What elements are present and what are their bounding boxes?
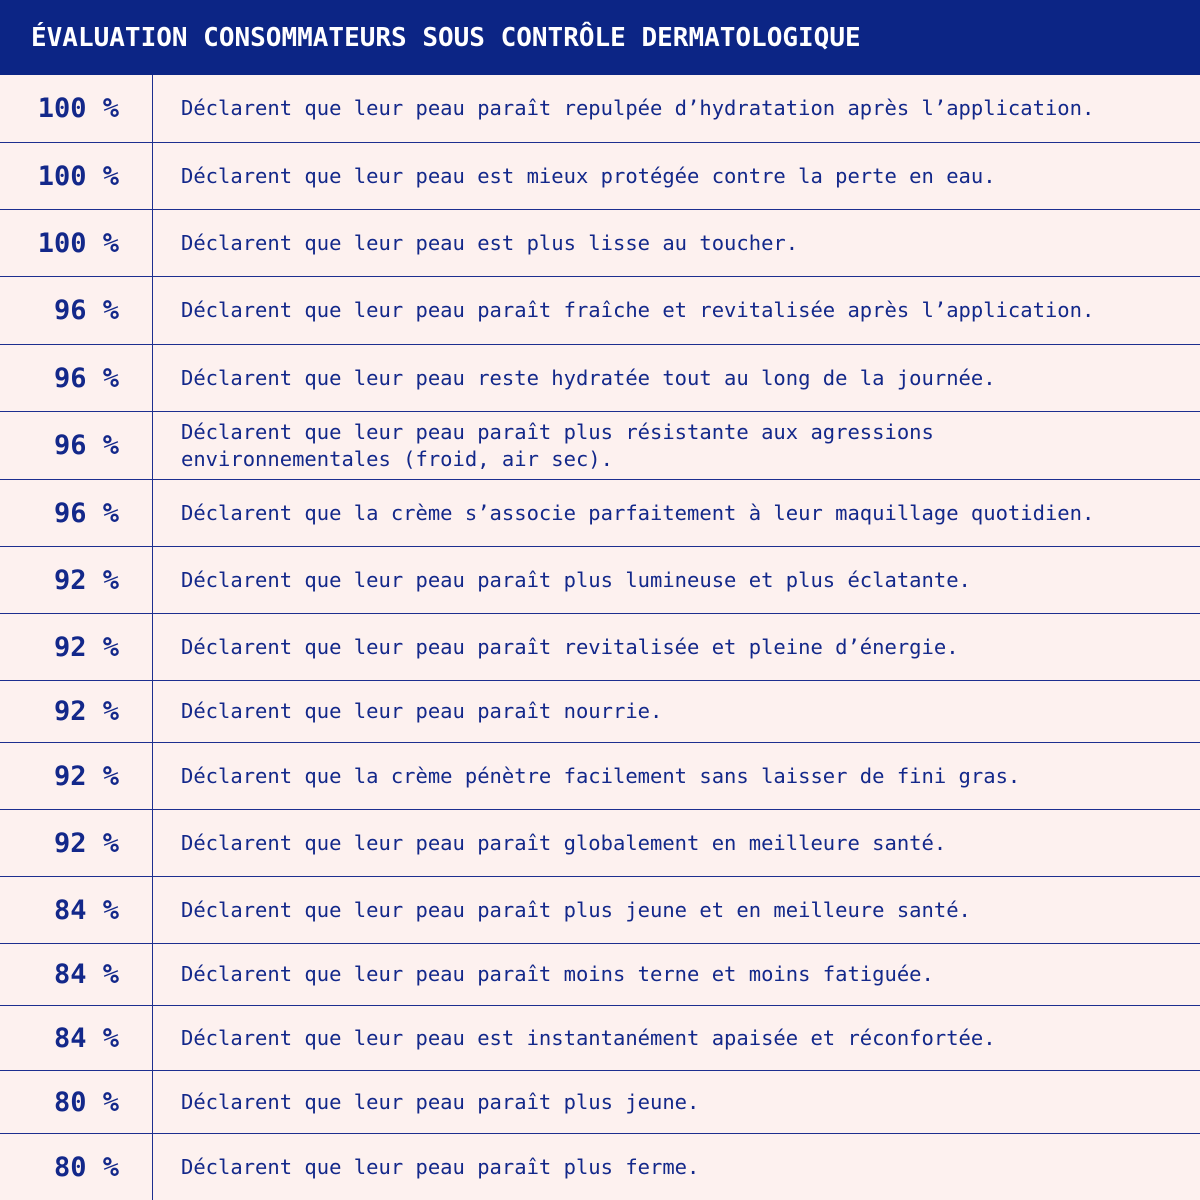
percent-cell: 100 % [0,75,153,142]
percent-cell: 96 % [0,277,153,344]
statement-cell: Déclarent que leur peau paraît plus jeune et en meilleure santé. [181,897,971,922]
table-row [0,277,1200,345]
table-row [0,412,1200,480]
table-row [0,75,1200,143]
statement-cell: Déclarent que leur peau est instantanément apaisée et réconfortée. [181,1025,996,1050]
statement-cell: Déclarent que la crème pénètre facilement sans laisser de fini gras. [181,763,1021,788]
percent-cell: 80 % [0,1134,153,1200]
statement-cell: Déclarent que leur peau paraît revitalisée et pleine d’énergie. [181,634,959,659]
percent-cell: 92 % [0,810,153,876]
percent-cell: 80 % [0,1071,153,1133]
statement-cell: Déclarent que leur peau paraît plus ferme. [181,1154,700,1179]
table-row [0,1006,1200,1071]
table-row [0,877,1200,944]
statement-cell: Déclarent que leur peau paraît nourrie. [181,699,663,723]
table-row [0,143,1200,210]
percent-cell: 92 % [0,743,153,809]
table-row [0,743,1200,810]
statement-cell: Déclarent que leur peau est mieux protégée contre la perte en eau. [181,163,996,188]
percent-cell: 92 % [0,614,153,680]
table-row [0,1134,1200,1200]
table-row [0,944,1200,1006]
percent-cell: 100 % [0,210,153,276]
statement-cell: Déclarent que leur peau paraît plus jeune. [181,1089,700,1114]
statement-cell: Déclarent que leur peau paraît plus lumineuse et plus éclatante. [181,567,971,592]
percent-cell: 84 % [0,1006,153,1070]
table-row [0,1071,1200,1134]
statement-cell: Déclarent que leur peau paraît plus résistante aux agressions environnementales (froid, air sec). [181,419,934,471]
percent-cell: 96 % [0,480,153,546]
statement-cell: Déclarent que leur peau paraît globalement en meilleure santé. [181,830,947,855]
percent-cell: 92 % [0,547,153,613]
percent-cell: 84 % [0,877,153,943]
statement-cell: Déclarent que leur peau est plus lisse au toucher. [181,230,799,255]
table-row [0,614,1200,681]
percent-cell: 92 % [0,681,153,742]
table-row [0,547,1200,614]
statement-cell: Déclarent que leur peau paraît fraîche et revitalisée après l’application. [181,298,1095,322]
statement-cell: Déclarent que leur peau reste hydratée tout au long de la journée. [181,365,996,390]
percent-cell: 96 % [0,345,153,411]
percent-cell: 100 % [0,143,153,209]
table-row [0,681,1200,743]
statement-cell: Déclarent que la crème s’associe parfaitement à leur maquillage quotidien. [181,500,1095,525]
table-row [0,810,1200,877]
statement-cell: Déclarent que leur peau paraît repulpée d’hydratation après l’application. [181,96,1095,120]
statement-cell: Déclarent que leur peau paraît moins terne et moins fatiguée. [181,962,934,986]
page-title: ÉVALUATION CONSOMMATEURS SOUS CONTRÔLE DERMATOLOGIQUE [31,22,861,53]
header-banner [0,0,1200,75]
percent-cell: 96 % [0,412,153,479]
table-row [0,345,1200,412]
table-row [0,480,1200,547]
percent-cell: 84 % [0,944,153,1005]
results-table [0,75,1200,1200]
table-row [0,210,1200,277]
